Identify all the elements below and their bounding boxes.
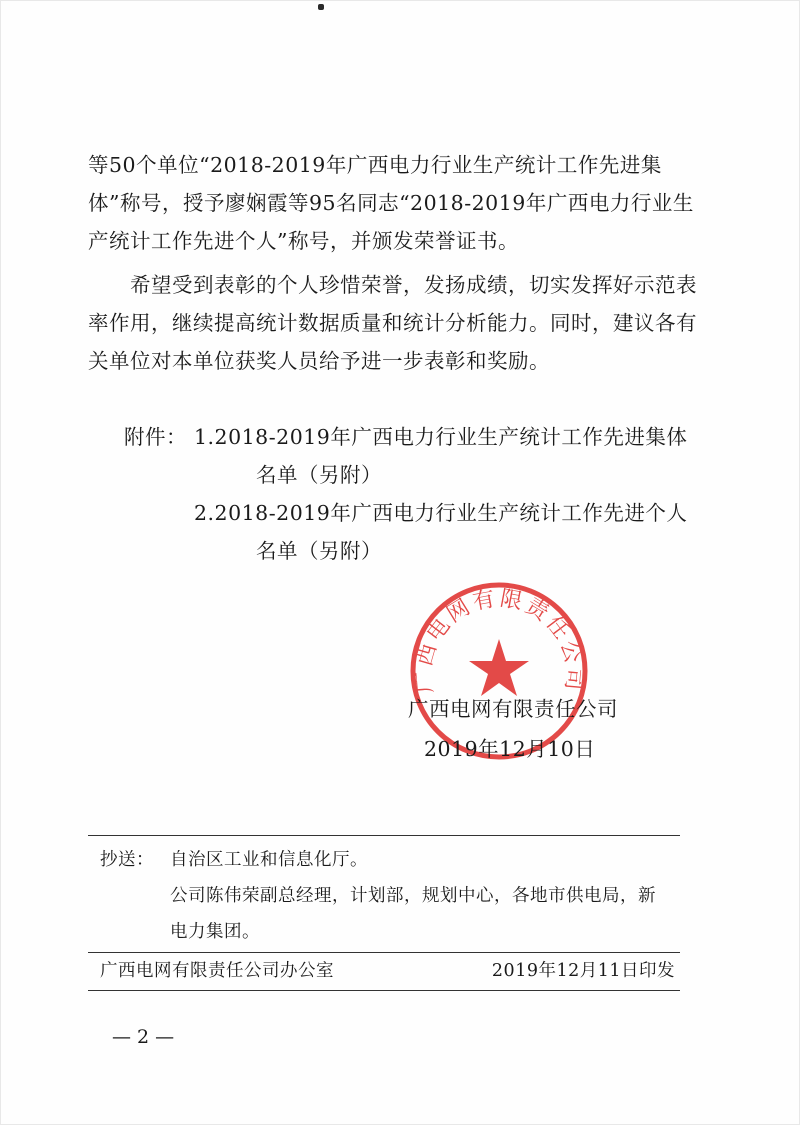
attachment-item-line: 名单（另附） — [256, 539, 382, 563]
page-number: — 2 — — [112, 1026, 175, 1048]
seal-star-icon — [469, 639, 529, 696]
attachment-item-line: 2.2018-2019年广西电力行业生产统计工作先进个人 — [194, 501, 688, 525]
attachments-block — [124, 418, 704, 570]
body-paragraph-2: 希望受到表彰的个人珍惜荣誉，发扬成绩，切实发挥好示范表率作用，继续提高统计数据质量和统计分析能力。同时，建议各有关单位对本单位获奖人员给予进一步表彰和奖励。 — [88, 273, 697, 373]
footer-print-date: 2019年12月11日印发 — [491, 961, 675, 981]
cc-line: 公司陈伟荣副总经理，计划部，规划中心，各地市供电局，新 — [170, 886, 656, 906]
cc-line: 电力集团。 — [170, 922, 260, 942]
attachments-label: 附件： — [124, 425, 187, 449]
attachment-item-line: 1.2018-2019年广西电力行业生产统计工作先进集体 — [194, 425, 688, 449]
seal-text: 广西电网有限责任公司 — [411, 586, 587, 695]
signature-organization: 广西电网有限责任公司 — [408, 697, 618, 721]
divider — [88, 835, 680, 836]
scan-mark — [318, 4, 324, 10]
attachment-item — [194, 418, 704, 494]
divider — [88, 952, 680, 953]
attachment-item-line: 名单（另附） — [256, 463, 382, 487]
attachment-item — [194, 494, 704, 570]
footer-issuer: 广西电网有限责任公司办公室 — [100, 961, 334, 981]
signature-date: 2019年12月10日 — [424, 737, 596, 761]
divider — [88, 990, 680, 991]
cc-label: 抄送： — [100, 850, 154, 870]
cc-block — [100, 842, 690, 950]
cc-line: 自治区工业和信息化厅。 — [170, 850, 368, 870]
body-paragraph-1: 等50个单位“2018-2019年广西电力行业生产统计工作先进集体”称号，授予廖娴霞等95名同志“2018-2019年广西电力行业生产统计工作先进个人”称号，并颁发荣誉证书。 — [88, 153, 694, 253]
